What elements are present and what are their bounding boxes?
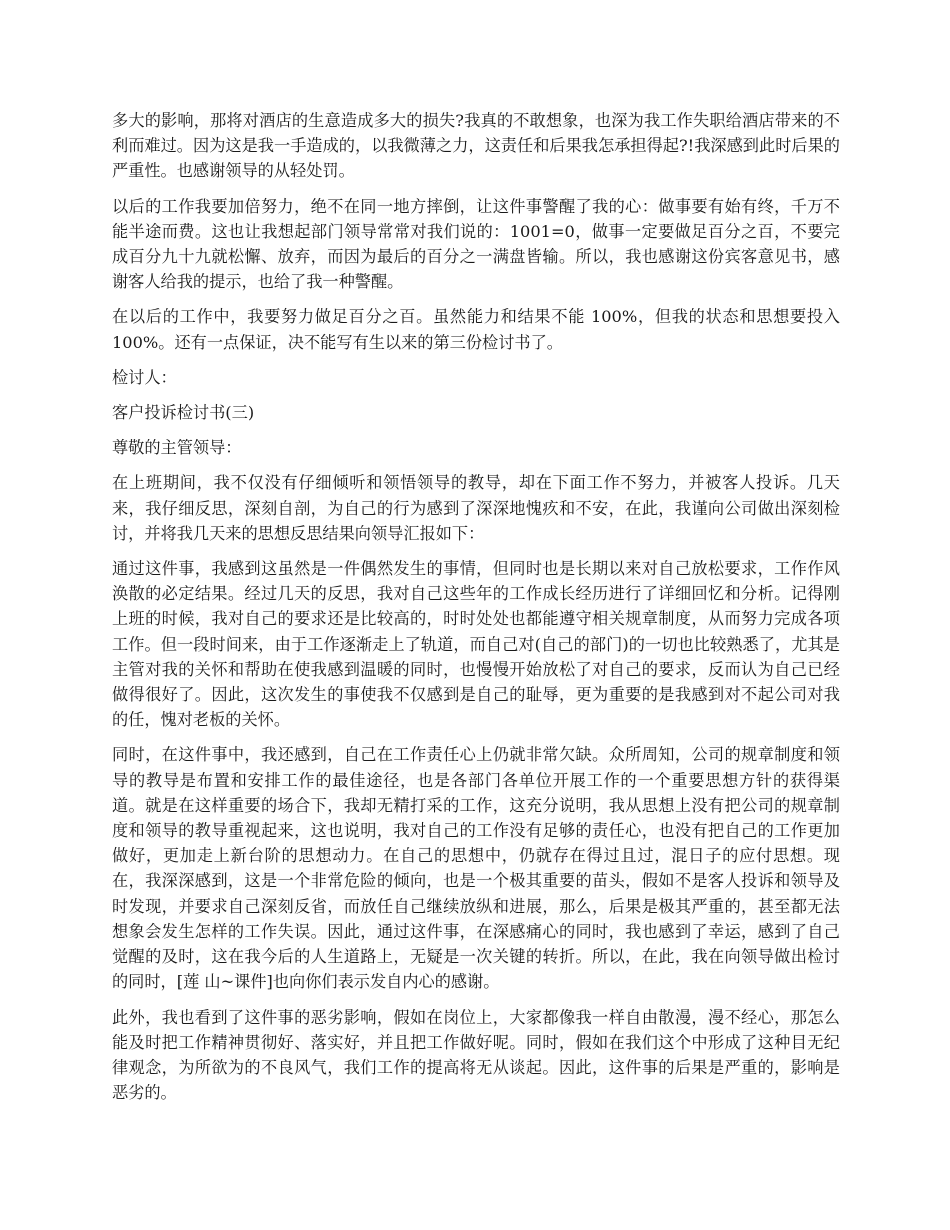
paragraph-10: 此外，我也看到了这件事的恶劣影响，假如在岗位上，大家都像我一样自由散漫，漫不经心，那怎么能及时把工作精神贯彻好、落实好，并且把工作做好呢。同时，假如在我们这个中形成了这种目无纪律观念，为所欲为的不良风气，我们工作的提高将无从谈起。因此，这件事的后果是严重的，影响是恶劣的。 — [112, 1007, 840, 1103]
signature-label: 检讨人： — [112, 367, 177, 387]
salutation: 尊敬的主管领导： — [112, 438, 242, 458]
paragraph-2: 以后的工作我要加倍努力，绝不在同一地方摔倒，让这件事警醒了我的心：做事要有始有终，千万不能半途而费。这也让我想起部门领导常常对我们说的：1001=0，做事一定要做足百分之百，不要完成百分九十九就松懈、放弃，而因为最后的百分之一满盘皆输。所以，我也感谢这份宾客意见书，感谢客人给我的提示，也给了我一种警醒。 — [112, 196, 840, 292]
paragraph-3: 在以后的工作中，我要努力做足百分之百。虽然能力和结果不能 100%，但我的状态和思想要投入 100%。还有一点保证，决不能写有生以来的第三份检讨书了。 — [112, 307, 840, 352]
paragraph-8: 通过这件事，我感到这虽然是一件偶然发生的事情，但同时也是长期以来对自己放松要求，工作作风涣散的必定结果。经过几天的反思，我对自己这些年的工作成长经历进行了详细回忆和分析。记得刚上班的时候，我对自己的要求还是比较高的，时时处处也都能遵守相关规章制度，从而努力完成各项工作。但一段时间来，由于工作逐渐走上了轨道，而自己对(自己的部门)的一切也比较熟悉了，尤其是主管对我的关怀和帮助在使我感到温暖的同时，也慢慢开始放松了对自己的要求，反而认为自己已经做得很好了。因此，这次发生的事使我不仅感到是自己的耻辱，更为重要的是我感到对不起公司对我的任，愧对老板的关怀。 — [112, 559, 840, 730]
paragraph-7: 在上班期间，我不仅没有仔细倾听和领悟领导的教导，却在下面工作不努力，并被客人投诉。几天来，我仔细反思，深刻自剖，为自己的行为感到了深深地愧疚和不安，在此，我谨向公司做出深刻检讨，并将我几天来的思想反思结果向领导汇报如下： — [112, 473, 840, 543]
document-body — [112, 108, 840, 1115]
paragraph-9: 同时，在这件事中，我还感到，自己在工作责任心上仍就非常欠缺。众所周知，公司的规章制度和领导的教导是布置和安排工作的最佳途径，也是各部门各单位开展工作的一个重要思想方针的获得渠道。就是在这样重要的场合下，我却无精打采的工作，这充分说明，我从思想上没有把公司的规章制度和领导的教导重视起来，这也说明，我对自己的工作没有足够的责任心，也没有把自己的工作更加做好，更加走上新台阶的思想动力。在自己的思想中，仍就存在得过且过，混日子的应付思想。现在，我深深感到，这是一个非常危险的倾向，也是一个极其重要的苗头，假如不是客人投诉和领导及时发现，并要求自己深刻反省，而放任自己继续放纵和进展，那么，后果是极其严重的，甚至都无法想象会发生怎样的工作失误。因此，通过这件事，在深感痛心的同时，我也感到了幸运，感到了自己觉醒的及时，这在我今后的人生道路上，无疑是一次关键的转折。所以，在此，我在向领导做出检讨的同时，[莲 山~课件]也向你们表示发自内心的感谢。 — [112, 745, 840, 992]
section-title: 客户投诉检讨书(三) — [112, 403, 255, 423]
paragraph-1: 多大的影响，那将对酒店的生意造成多大的损失?我真的不敢想象，也深为我工作失职给酒店带来的不利而难过。因为这是我一手造成的，以我微薄之力，这责任和后果我怎承担得起?!我深感到此时后果的严重性。也感谢领导的从轻处罚。 — [112, 111, 840, 181]
